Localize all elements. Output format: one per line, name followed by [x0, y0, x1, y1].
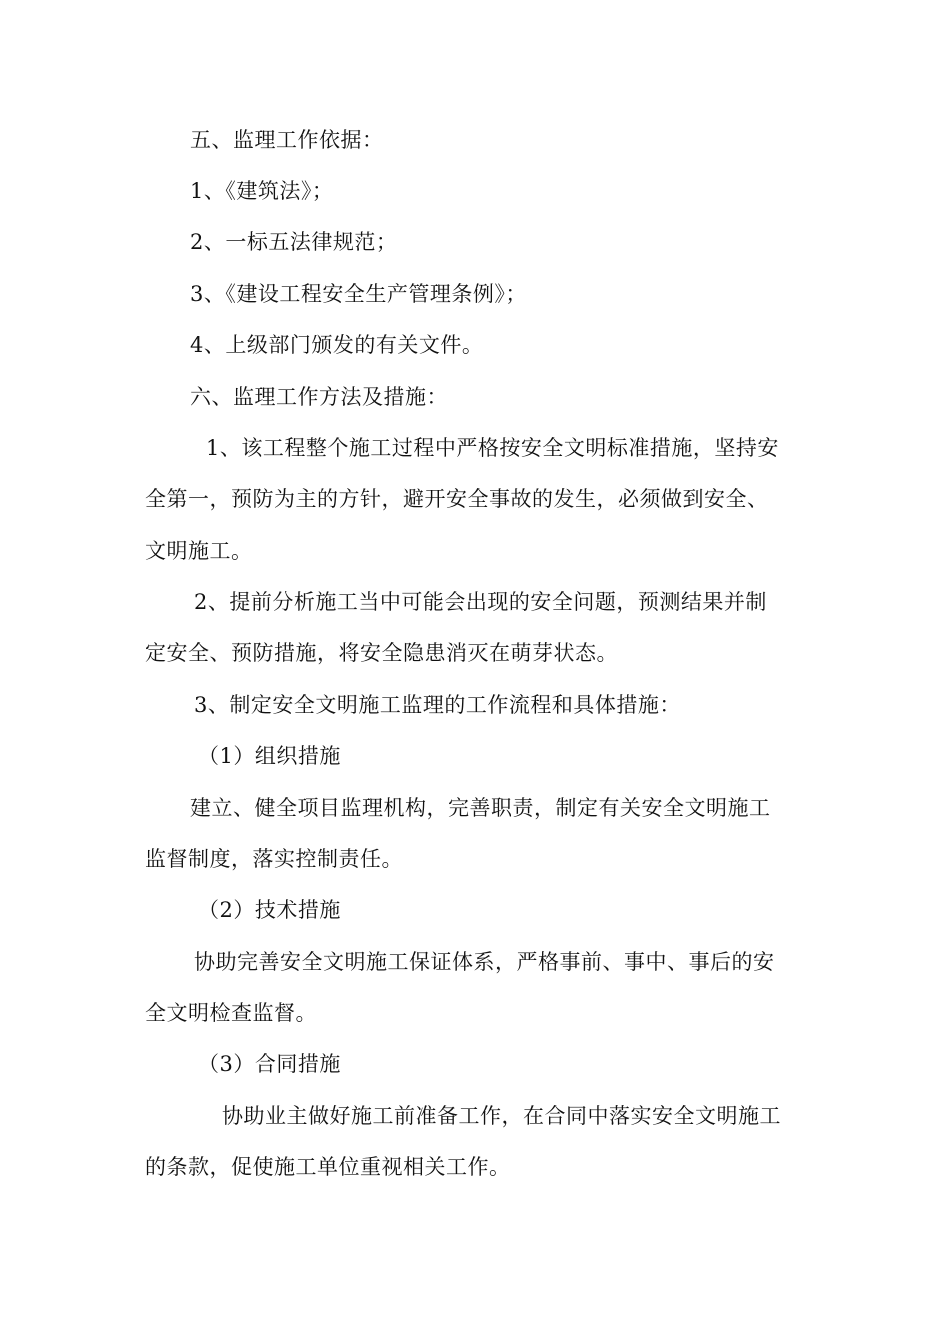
measure-2-line-2: 全文明检查监督。: [145, 1001, 317, 1025]
measure-3-line-2: 的条款，促使施工单位重视相关工作。: [145, 1155, 511, 1179]
method-3-heading: 3、制定安全文明施工监理的工作流程和具体措施：: [194, 693, 681, 717]
method-2-line-2: 定安全、预防措施，将安全隐患消灭在萌芽状态。: [145, 641, 618, 665]
measure-1-heading: （1）组织措施: [198, 744, 341, 768]
section-heading-basis: 五、监理工作依据：: [190, 128, 384, 152]
method-2-line-1: 2、提前分析施工当中可能会出现的安全问题，预测结果并制: [194, 590, 767, 614]
method-1-line-3: 文明施工。: [145, 539, 253, 563]
measure-3-heading: （3）合同措施: [198, 1052, 341, 1076]
method-1-line-2: 全第一，预防为主的方针，避开安全事故的发生，必须做到安全、: [145, 487, 769, 511]
basis-item-3: 3、《建设工程安全生产管理条例》；: [190, 282, 527, 306]
method-1-line-1: 1、该工程整个施工过程中严格按安全文明标准措施，坚持安: [206, 436, 779, 460]
measure-1-line-2: 监督制度，落实控制责任。: [145, 847, 403, 871]
basis-item-1: 1、《建筑法》；: [190, 179, 334, 203]
section-heading-methods: 六、监理工作方法及措施：: [190, 385, 448, 409]
basis-item-2: 2、一标五法律规范；: [190, 230, 398, 254]
measure-3-line-1: 协助业主做好施工前准备工作，在合同中落实安全文明施工: [222, 1104, 781, 1128]
measure-2-line-1: 协助完善安全文明施工保证体系，严格事前、事中、事后的安: [194, 950, 775, 974]
measure-1-line-1: 建立、健全项目监理机构，完善职责，制定有关安全文明施工: [190, 796, 771, 820]
basis-item-4: 4、上级部门颁发的有关文件。: [190, 333, 484, 357]
measure-2-heading: （2）技术措施: [198, 898, 341, 922]
